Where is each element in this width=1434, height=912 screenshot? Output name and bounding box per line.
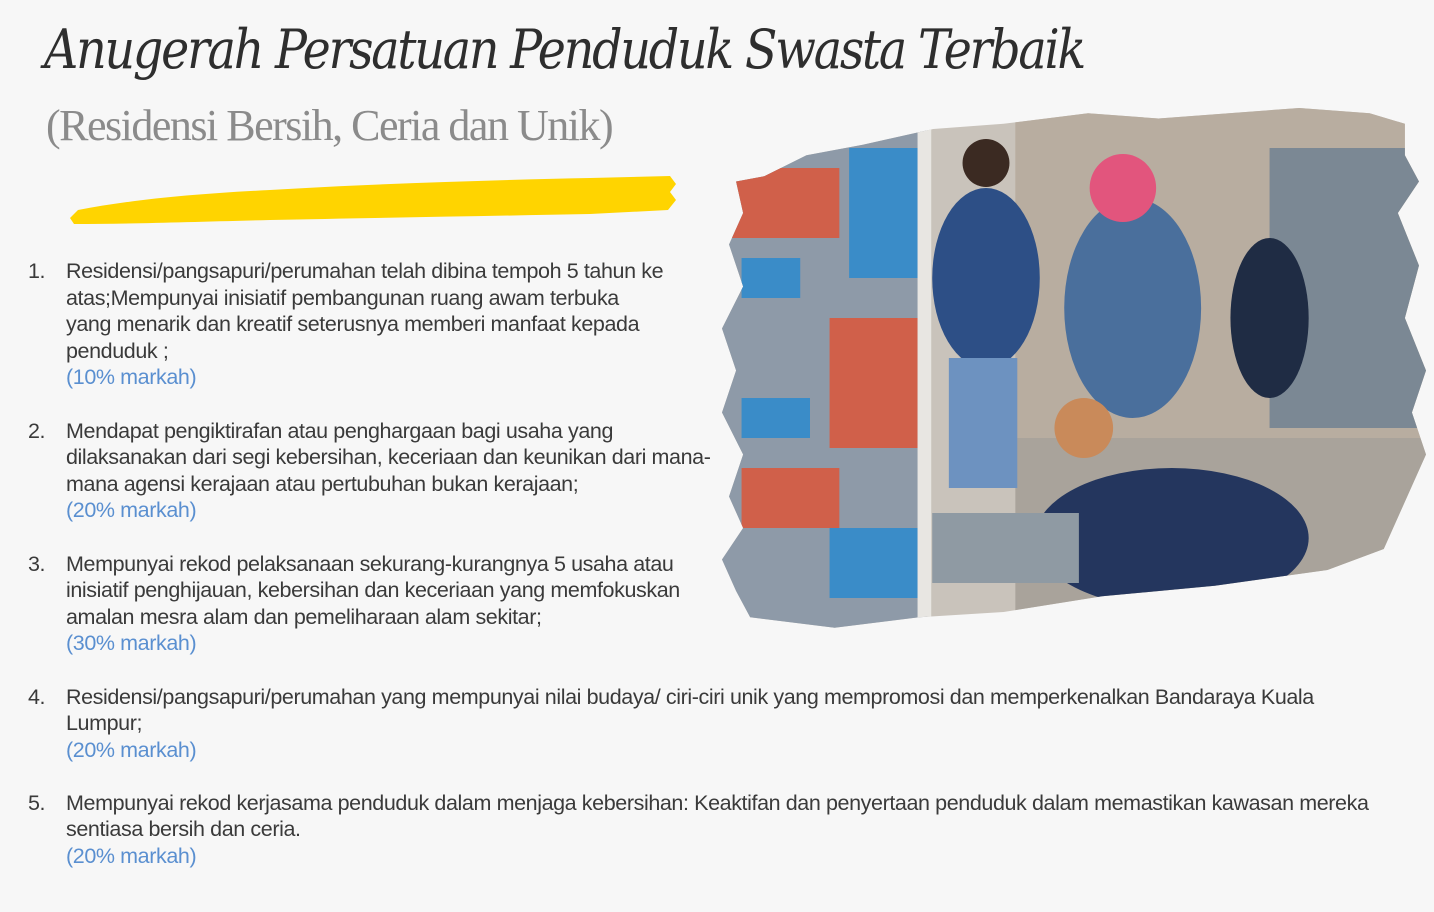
criteria-item [28, 790, 1386, 870]
item-text: Residensi/pangsapuri/perumahan yang mempunyai nilai budaya/ ciri-ciri unik yang mempromosi dan memperkenalkan Bandaraya Kuala Lumpur; [66, 684, 1314, 736]
yellow-brush-stroke [70, 170, 680, 228]
item-number: 4. [28, 684, 46, 709]
page-subtitle: (Residensi Bersih, Ceria dan Unik) [46, 101, 613, 150]
item-mark: (20% markah) [66, 498, 197, 523]
item-number: 2. [28, 418, 46, 443]
item-number: 5. [28, 790, 46, 815]
item-number: 1. [28, 259, 46, 283]
criteria-item [28, 684, 1386, 764]
item-text: Mempunyai rekod pelaksanaan sekurang-kurangnya 5 usaha atau inisiatif penghijauan, kebersihan dan keceriaan yang memfokuskan amalan mesra alam dan pemeliharaan alam sekitar; [66, 551, 680, 629]
item-mark: (10% markah) [66, 365, 197, 390]
item-mark: (20% markah) [66, 737, 197, 762]
criteria-item [28, 258, 1386, 391]
criteria-item [28, 551, 1386, 657]
item-mark: (30% markah) [66, 631, 197, 656]
criteria-list [28, 258, 1386, 896]
item-number: 3. [28, 551, 46, 576]
item-text: Mempunyai rekod kerjasama penduduk dalam menjaga kebersihan: Keaktifan dan penyertaan penduduk dalam memastikan kawasan mereka sentiasa bersih dan ceria. [66, 790, 1369, 842]
item-text: Mendapat pengiktirafan atau penghargaan bagi usaha yang dilaksanakan dari segi kebersihan, keceriaan dan keunikan dari mana-mana agensi kerajaan atau pertubuhan bukan kerajaan; [66, 418, 711, 496]
criteria-item [28, 418, 1386, 524]
item-mark: (20% markah) [66, 844, 197, 869]
item-text: Residensi/pangsapuri/perumahan telah dibina tempoh 5 tahun ke atas;Mempunyai inisiatif pembangunan ruang awam terbuka yang menarik dan kreatif seterusnya memberi manfaat kepada penduduk ; [66, 259, 664, 363]
page-title: Anugerah Persatuan Penduduk Swasta Terbaik [44, 18, 1085, 81]
